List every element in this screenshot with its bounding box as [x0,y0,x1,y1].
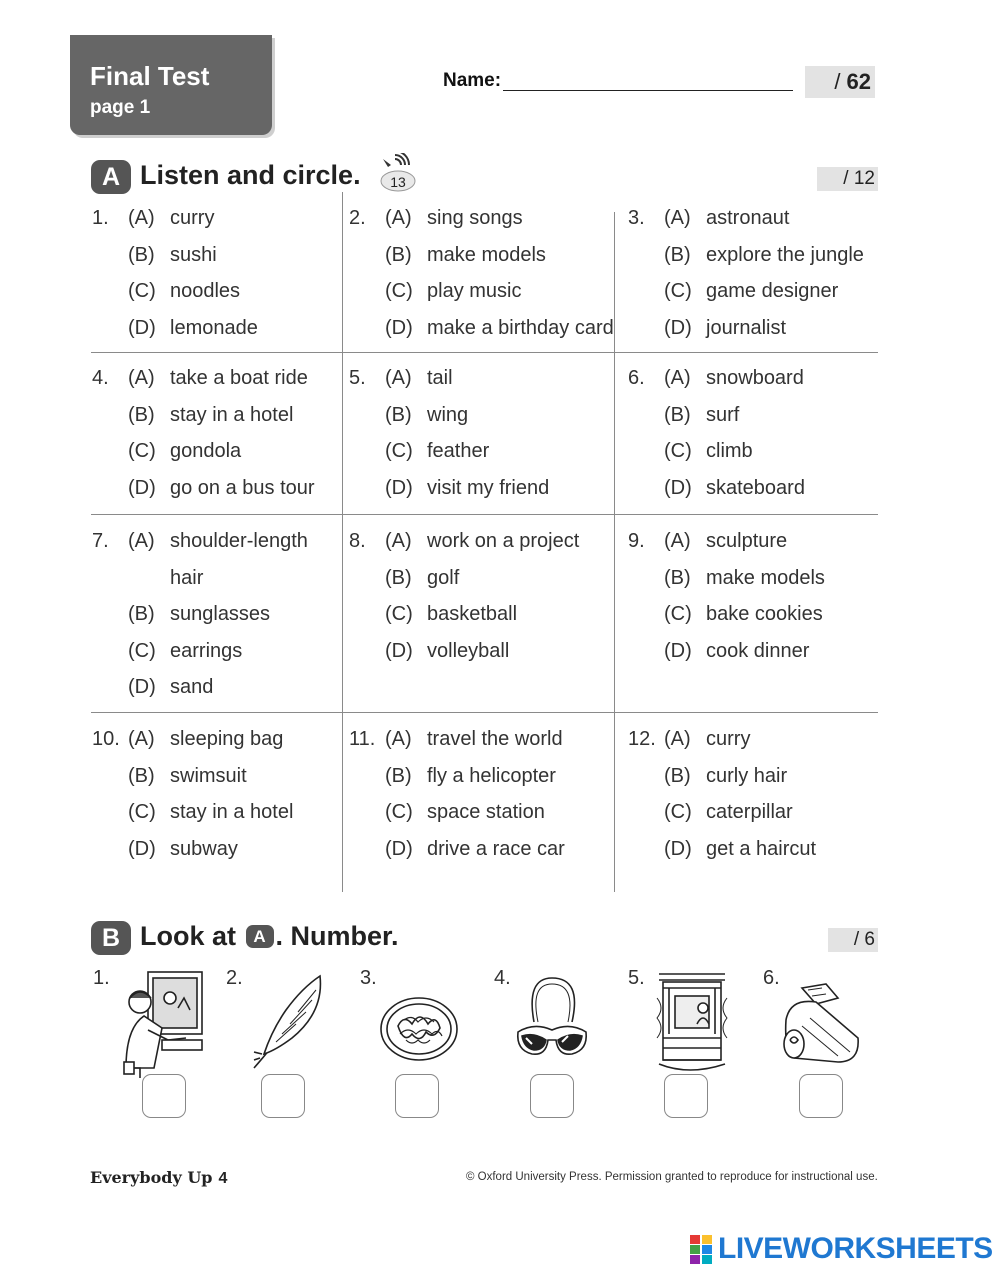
answer-box-2[interactable] [261,1074,305,1118]
picture-number: 4. [494,967,511,989]
option-row[interactable] [92,397,342,434]
option-row[interactable] [628,633,878,670]
option-letter[interactable]: (A) [128,530,155,552]
option-letter[interactable]: (A) [385,530,412,552]
option-text[interactable]: cook dinner [706,639,810,662]
option-letter[interactable]: (A) [664,728,691,750]
option-row[interactable] [349,433,599,470]
option-text[interactable]: caterpillar [706,801,793,823]
option-row[interactable] [628,721,878,758]
option-row[interactable] [628,758,878,795]
option-row[interactable] [349,523,599,560]
option-letter[interactable]: (B) [385,764,412,787]
option-text[interactable]: shoulder-length [170,530,308,552]
answer-box-4[interactable] [530,1074,574,1118]
grid-row-divider [91,352,878,353]
option-letter[interactable]: (A) [385,728,412,750]
option-row[interactable] [349,397,599,434]
question-3 [628,200,878,346]
option-row[interactable] [628,397,878,434]
option-letter[interactable]: (A) [385,207,412,229]
question-number: 10. [92,728,120,750]
liveworksheets-logo-icon [690,1235,714,1265]
section-b-badge: B [91,921,131,955]
total-score-value: 62 [846,69,871,94]
option-text[interactable]: visit my friend [427,476,550,499]
option-text[interactable]: lemonade [170,316,258,339]
answer-box-5[interactable] [664,1074,708,1118]
option-row[interactable] [92,758,342,795]
option-row[interactable] [628,237,878,274]
option-letter[interactable]: (A) [385,367,412,389]
option-letter[interactable]: (C) [385,440,413,462]
question-7 [92,523,342,706]
option-letter[interactable]: (C) [664,440,692,462]
option-row[interactable] [349,794,599,831]
option-row[interactable] [92,794,342,831]
option-row[interactable] [92,273,342,310]
option-row[interactable] [628,433,878,470]
option-letter[interactable]: (C) [664,801,692,823]
option-text[interactable]: work on a project [427,530,580,552]
option-text[interactable]: game designer [706,280,839,302]
question-6 [628,360,878,506]
question-number: 11. [349,728,376,750]
gondola-icon [655,968,729,1085]
option-letter[interactable]: (A) [664,207,691,229]
option-letter[interactable]: (D) [664,476,692,499]
audio-track-icon [377,153,419,193]
option-letter[interactable]: (A) [664,367,691,389]
copyright-notice: © Oxford University Press. Permission granted to reproduce for instructional use. [466,1171,878,1183]
option-text[interactable]: basketball [427,603,518,625]
option-text[interactable]: sushi [170,243,217,266]
option-row[interactable] [349,273,599,310]
option-row[interactable] [349,360,599,397]
option-text[interactable]: earrings [170,639,243,662]
option-text[interactable]: space station [427,801,545,823]
sleeping-bag-icon [780,978,862,1071]
section-b-title [140,921,399,952]
option-letter[interactable]: (D) [128,476,156,499]
option-letter[interactable]: (A) [664,530,691,552]
option-row[interactable] [628,360,878,397]
option-text[interactable]: golf [427,566,460,589]
picture-number: 3. [360,967,377,989]
liveworksheets-text: LIVEWORKSHEETS [718,1232,993,1265]
question-2 [349,200,614,346]
question-number: 7. [92,530,109,552]
feather-icon [246,972,326,1077]
option-text[interactable]: surf [706,403,740,426]
option-letter[interactable]: (C) [128,801,156,823]
option-letter[interactable]: (D) [128,316,156,339]
option-text[interactable]: sand [170,676,214,698]
noodles-plate-icon [378,996,460,1067]
question-number: 3. [628,207,645,229]
option-letter[interactable]: (C) [664,280,692,302]
option-letter[interactable]: (B) [128,403,155,426]
option-row[interactable] [349,758,599,795]
picture-number: 2. [226,967,243,989]
option-letter[interactable]: (C) [385,280,413,302]
question-9 [628,523,878,669]
option-text[interactable]: sing songs [427,207,523,229]
option-text[interactable]: stay in a hotel [170,403,294,426]
option-row[interactable] [92,669,342,706]
option-text[interactable]: curly hair [706,764,788,787]
option-row[interactable] [628,200,878,237]
question-4 [92,360,342,506]
question-8 [349,523,599,669]
grid-col-divider [342,192,343,892]
option-letter[interactable]: (C) [128,440,156,462]
option-letter[interactable]: (C) [664,603,692,625]
option-text[interactable]: noodles [170,280,241,302]
footer-brand [90,1168,227,1188]
option-text[interactable]: sunglasses [170,603,271,625]
option-row[interactable] [628,794,878,831]
question-number: 2. [349,207,366,229]
option-text[interactable]: tail [427,367,453,389]
option-text[interactable]: sleeping bag [170,728,284,750]
option-text[interactable]: drive a race car [427,837,565,860]
option-row[interactable] [92,310,342,347]
section-b-ref-badge: A [246,925,274,948]
option-letter[interactable]: (A) [128,207,155,229]
option-letter[interactable]: (B) [385,403,412,426]
option-row[interactable] [92,721,342,758]
option-row[interactable] [92,200,342,237]
option-text[interactable]: climb [706,440,753,462]
option-row[interactable] [92,560,342,597]
option-text[interactable]: curry [706,728,751,750]
footer-level: 4 [218,1170,228,1187]
option-row[interactable] [628,831,878,868]
option-letter[interactable]: (C) [128,639,156,662]
question-1 [92,200,342,346]
option-row[interactable] [349,310,614,347]
picture-number: 6. [763,967,780,989]
option-text[interactable]: explore the jungle [706,243,864,266]
option-text[interactable]: subway [170,837,238,860]
computer-boy-icon [118,968,208,1083]
option-row[interactable] [92,596,342,633]
option-text[interactable]: make models [706,566,825,589]
option-text[interactable]: snowboard [706,367,804,389]
option-letter[interactable]: (B) [664,764,691,787]
option-letter[interactable]: (B) [664,243,691,266]
option-text[interactable]: wing [427,403,469,426]
option-letter[interactable]: (D) [128,837,156,860]
grid-row-divider [91,712,878,713]
option-text[interactable]: make a birthday card [427,316,614,339]
option-text[interactable]: take a boat ride [170,367,308,389]
option-text[interactable]: skateboard [706,476,805,499]
option-letter[interactable]: (C) [385,801,413,823]
option-row[interactable] [92,523,342,560]
option-text[interactable]: astronaut [706,207,790,229]
name-input-line[interactable] [503,90,793,91]
question-number: 12. [628,728,656,750]
option-text[interactable]: get a haircut [706,837,817,860]
option-text[interactable]: volleyball [427,639,510,662]
option-text[interactable]: fly a helicopter [427,764,556,787]
option-letter[interactable]: (C) [128,280,156,302]
picture-number: 1. [93,967,110,989]
total-score-box [805,66,875,98]
option-letter[interactable]: (D) [664,639,692,662]
option-row[interactable] [92,360,342,397]
section-b-title-pre: Look at [140,921,237,951]
option-letter[interactable]: (D) [664,316,692,339]
option-row[interactable] [349,596,599,633]
option-row[interactable] [349,831,599,868]
option-row[interactable] [92,470,342,507]
option-row[interactable] [349,200,599,237]
name-label: Name: [443,70,502,91]
option-row[interactable] [349,237,599,274]
option-row[interactable] [628,523,878,560]
option-row[interactable] [349,633,599,670]
option-row[interactable] [92,831,342,868]
option-letter[interactable]: (B) [664,566,691,589]
question-10 [92,721,342,867]
question-11 [349,721,599,867]
option-text[interactable]: make models [427,243,546,266]
option-text[interactable]: gondola [170,440,242,462]
option-text[interactable]: bake cookies [706,603,823,625]
option-text[interactable]: play music [427,280,522,302]
option-letter[interactable]: (B) [128,603,155,625]
option-text[interactable]: go on a bus tour [170,476,315,499]
option-letter[interactable]: (B) [128,764,155,787]
section-a-title: Listen and circle. [140,160,361,190]
test-title: Final Test [90,61,210,91]
question-5 [349,360,599,506]
option-text[interactable]: hair [170,566,204,589]
option-row[interactable] [349,560,599,597]
option-letter[interactable]: (D) [385,316,413,339]
page-label: page 1 [90,97,151,118]
option-text[interactable]: stay in a hotel [170,801,294,823]
audio-track-number: 13 [390,174,406,190]
grid-row-divider [91,514,878,515]
sunglasses-icon [512,972,592,1069]
option-letter[interactable]: (D) [385,639,413,662]
total-score-slash: / [834,69,841,94]
option-letter[interactable]: (D) [128,676,156,698]
option-letter[interactable]: (B) [385,243,412,266]
question-number: 4. [92,367,109,389]
option-letter[interactable]: (B) [128,243,155,266]
question-number: 8. [349,530,366,552]
option-letter[interactable]: (B) [385,566,412,589]
option-letter[interactable]: (B) [664,403,691,426]
option-row[interactable] [349,470,599,507]
option-row[interactable] [628,560,878,597]
option-row[interactable] [92,633,342,670]
answer-box-6[interactable] [799,1074,843,1118]
option-letter[interactable]: (D) [664,837,692,860]
question-12 [628,721,878,867]
option-text[interactable]: travel the world [427,728,563,750]
option-letter[interactable]: (D) [385,837,413,860]
question-number: 6. [628,367,645,389]
option-row[interactable] [628,596,878,633]
option-letter[interactable]: (A) [128,728,155,750]
grid-col-divider [614,212,615,892]
option-letter[interactable]: (D) [385,476,413,499]
picture-number: 5. [628,967,645,989]
option-row[interactable] [349,721,599,758]
question-number: 5. [349,367,366,389]
section-a-score: / 12 [817,167,878,191]
option-row[interactable] [628,310,878,347]
section-b-score: / 6 [828,928,878,952]
question-number: 9. [628,530,645,552]
answer-box-3[interactable] [395,1074,439,1118]
option-letter[interactable]: (A) [128,367,155,389]
option-text[interactable]: curry [170,207,215,229]
liveworksheets-logo [690,1232,993,1266]
answer-box-1[interactable] [142,1074,186,1118]
option-text[interactable]: sculpture [706,530,788,552]
option-letter[interactable]: (C) [385,603,413,625]
header-tab [70,35,272,135]
question-number: 1. [92,207,109,229]
option-text[interactable]: feather [427,440,490,462]
option-row[interactable] [628,273,878,310]
section-b-title-post: . Number. [275,921,399,951]
footer-brand-name: Everybody Up [90,1168,213,1187]
section-a-badge: A [91,160,131,194]
option-row[interactable] [92,433,342,470]
option-row[interactable] [628,470,878,507]
option-text[interactable]: swimsuit [170,764,247,787]
option-text[interactable]: journalist [706,316,787,339]
option-row[interactable] [92,237,342,274]
